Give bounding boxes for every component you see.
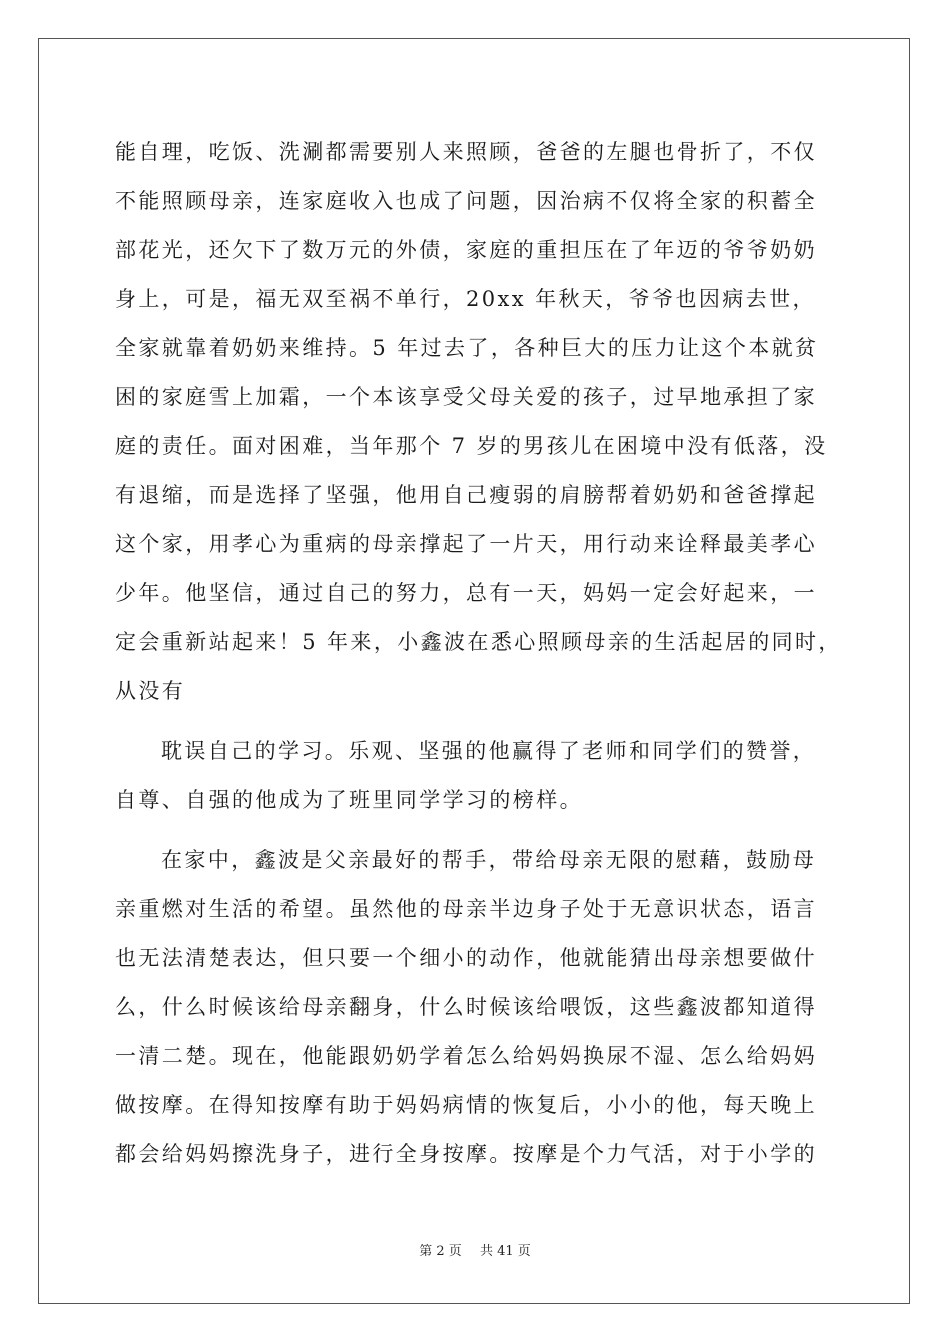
text-line: 部花光，还欠下了数万元的外债，家庭的重担压在了年迈的爷爷奶奶	[115, 238, 817, 262]
paragraph-first-line: 耽误自己的学习。乐观、坚强的他赢得了老师和同学们的赞誉，	[161, 739, 817, 763]
document-body	[115, 128, 850, 1179]
text-line: 做按摩。在得知按摩有助于妈妈病情的恢复后，小小的他，每天晚上	[115, 1093, 817, 1117]
text-line: 能自理，吃饭、洗涮都需要别人来照顾，爸爸的左腿也骨折了，不仅	[115, 140, 817, 164]
text-line: 从没有	[115, 679, 186, 703]
text-line: 么，什么时候该给母亲翻身，什么时候该给喂饭，这些鑫波都知道得	[115, 995, 817, 1019]
page-total: 共 41 页	[479, 1244, 531, 1259]
text-line: 这个家，用孝心为重病的母亲撑起了一片天，用行动来诠释最美孝心	[115, 532, 817, 556]
text-line: 一清二楚。现在，他能跟奶奶学着怎么给妈妈换尿不湿、怎么给妈妈	[115, 1044, 817, 1068]
text-line: 庭的责任。面对困难，当年那个 7 岁的男孩儿在困境中没有低落，没	[115, 434, 828, 458]
text-line: 也无法清楚表达，但只要一个细小的动作，他就能猜出母亲想要做什	[115, 946, 817, 970]
text-line: 有退缩，而是选择了坚强，他用自己瘦弱的肩膀帮着奶奶和爸爸撑起	[115, 483, 817, 507]
text-line: 困的家庭雪上加霜，一个本该享受父母关爱的孩子，过早地承担了家	[115, 385, 817, 409]
text-line: 全家就靠着奶奶来维持。5 年过去了，各种巨大的压力让这个本就贫	[115, 336, 819, 360]
text-line: 定会重新站起来！5 年来，小鑫波在悉心照顾母亲的生活起居的同时，	[115, 630, 842, 654]
text-line: 少年。他坚信，通过自己的努力，总有一天，妈妈一定会好起来，一	[115, 581, 817, 605]
text-line: 身上，可是，福无双至祸不单行，20xx 年秋天，爷爷也因病去世，	[115, 287, 816, 311]
text-line: 不能照顾母亲，连家庭收入也成了问题，因治病不仅将全家的积蓄全	[115, 189, 817, 213]
page-number: 第 2 页	[419, 1244, 462, 1259]
text-line: 亲重燃对生活的希望。虽然他的母亲半边身子处于无意识状态，语言	[115, 897, 817, 921]
paragraph-first-line: 在家中，鑫波是父亲最好的帮手，带给母亲无限的慰藉，鼓励母	[161, 848, 817, 872]
text-line: 都会给妈妈擦洗身子，进行全身按摩。按摩是个力气活，对于小学的	[115, 1142, 817, 1166]
text-line: 自尊、自强的他成为了班里同学学习的榜样。	[115, 788, 583, 812]
page-footer	[0, 1240, 950, 1259]
